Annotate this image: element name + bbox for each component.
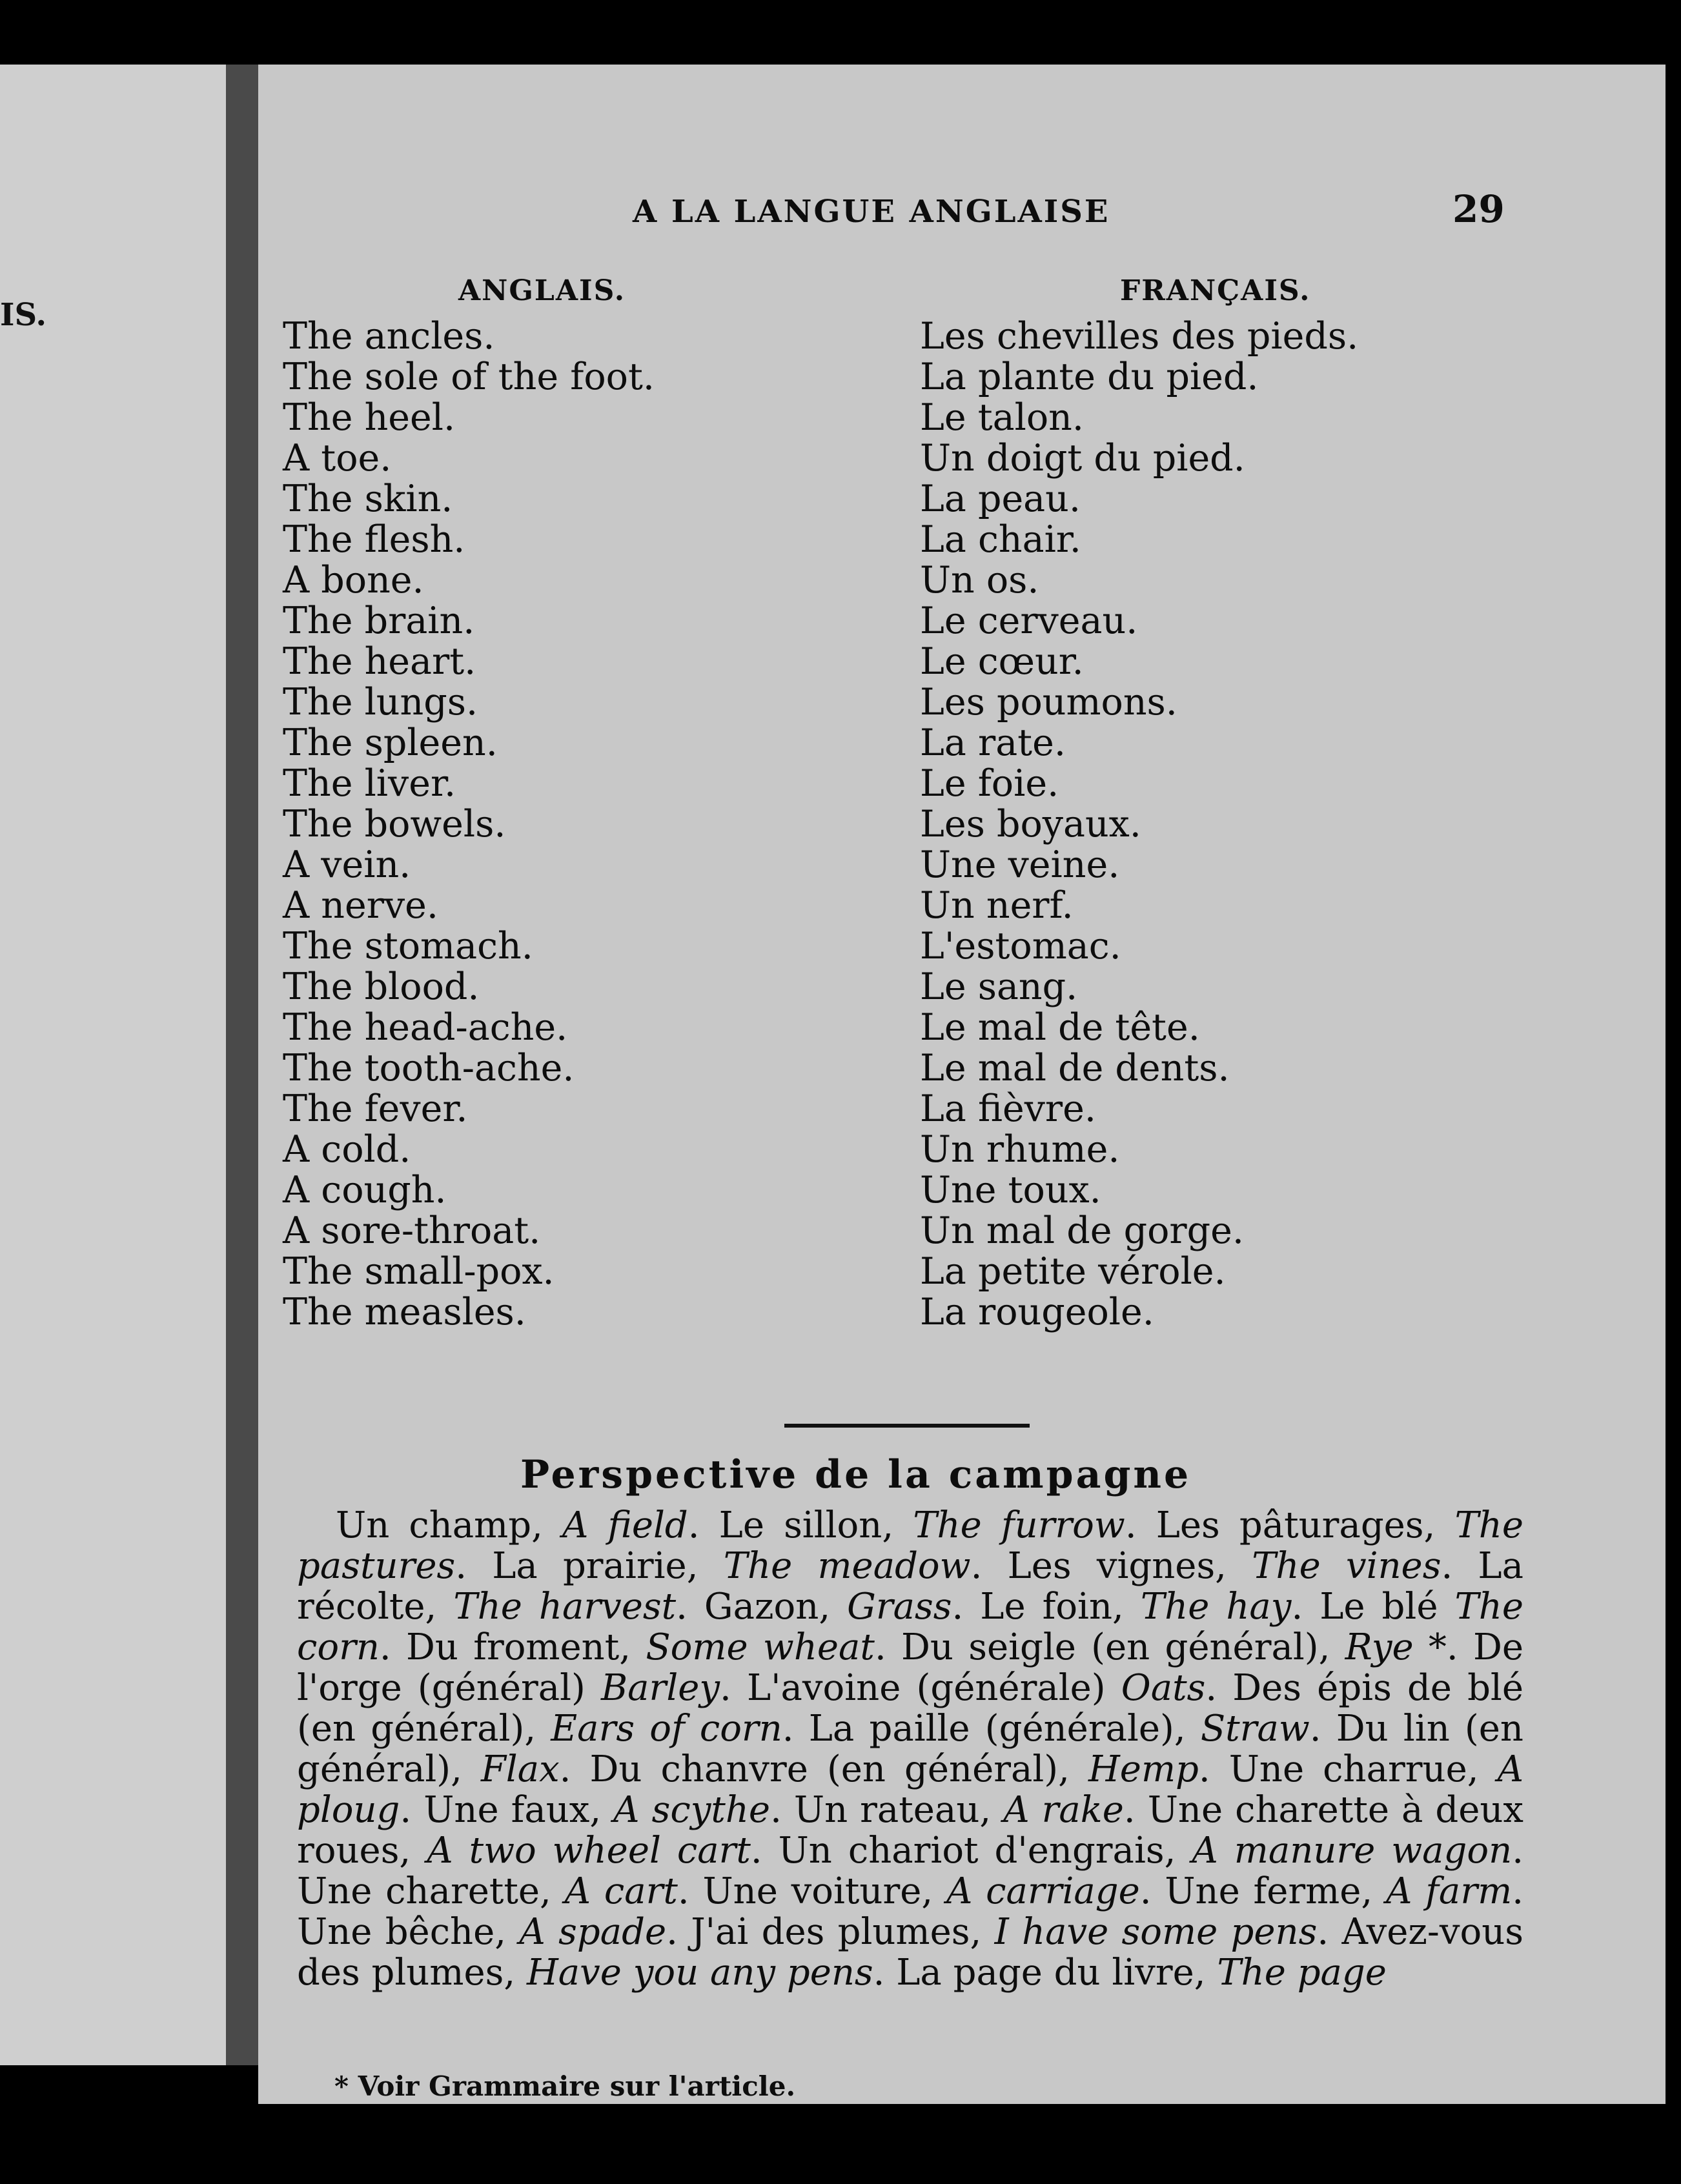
english-column-header: ANGLAIS. (458, 274, 626, 307)
english-gloss: Barley (601, 1667, 720, 1709)
french-term: Le sang. (920, 966, 1078, 1008)
french-term: Un rhume. (920, 1128, 1120, 1171)
french-text: . Le sillon, (688, 1504, 913, 1546)
english-term: The heel. (283, 396, 456, 439)
english-gloss: A two wheel cart (427, 1830, 751, 1872)
english-gloss: Oats (1121, 1667, 1206, 1709)
english-term: The sole of the foot. (283, 356, 655, 398)
french-column-header: FRANÇAIS. (1120, 274, 1311, 307)
english-term: The stomach. (283, 925, 533, 967)
english-term: A cough. (283, 1169, 447, 1211)
french-term: La peau. (920, 478, 1081, 520)
running-title: A LA LANGUE ANGLAISE (633, 194, 1110, 230)
french-term: La fièvre. (920, 1087, 1097, 1130)
english-gloss: A farm (1385, 1870, 1513, 1912)
english-gloss: Hemp (1088, 1748, 1199, 1790)
english-gloss: Have you any pens (526, 1952, 873, 1994)
french-term: Le cœur. (920, 640, 1084, 683)
left-page-fragment: IS. (0, 297, 47, 333)
french-text: . Une voiture, (677, 1870, 946, 1912)
english-term: The small-pox. (283, 1250, 555, 1293)
english-gloss: A field (562, 1504, 688, 1546)
french-term: Une veine. (920, 844, 1120, 886)
french-text: . Du froment, (379, 1626, 646, 1668)
footnote: * Voir Grammaire sur l'article. (334, 2070, 796, 2102)
french-text: . Le blé (1291, 1586, 1455, 1628)
french-term-list (920, 316, 1630, 1333)
english-term: The bowels. (283, 803, 506, 845)
french-text: . Des épis de blé (en général), (297, 1667, 1523, 1750)
english-term: A toe. (283, 437, 392, 480)
french-text: . Une ferme, (1139, 1870, 1386, 1912)
english-term: The tooth-ache. (283, 1047, 575, 1089)
english-gloss: I have some pens (994, 1911, 1318, 1953)
section-paragraph (297, 1505, 1523, 1993)
french-text: . La prairie, (455, 1545, 724, 1587)
french-term: Les chevilles des pieds. (920, 315, 1359, 358)
french-term: Le mal de tête. (920, 1006, 1200, 1049)
english-term: The measles. (283, 1291, 526, 1333)
english-gloss: Straw (1200, 1708, 1310, 1750)
english-term: A cold. (283, 1128, 411, 1171)
english-gloss: Ears of corn (551, 1708, 782, 1750)
english-gloss: The page (1217, 1952, 1387, 1994)
english-term: The flesh. (283, 518, 465, 561)
english-term: The ancles. (283, 315, 495, 358)
english-gloss: A rake (1003, 1789, 1124, 1831)
english-term: The liver. (283, 762, 456, 805)
english-term: A vein. (283, 844, 411, 886)
french-text: . Une faux, (400, 1789, 614, 1831)
french-text: . Du seigle (en général), (874, 1626, 1345, 1668)
french-term: Un nerf. (920, 884, 1074, 927)
english-gloss: The vines (1252, 1545, 1442, 1587)
french-term: Le mal de dents. (920, 1047, 1230, 1089)
english-term: The heart. (283, 640, 476, 683)
french-text: . Les vignes, (970, 1545, 1252, 1587)
english-gloss: Some wheat (646, 1626, 875, 1668)
english-term: A nerve. (283, 884, 439, 927)
left-page (0, 65, 226, 2065)
english-gloss: The hay (1140, 1586, 1292, 1628)
french-term: Les poumons. (920, 681, 1177, 723)
english-term: The fever. (283, 1087, 468, 1130)
french-text: Un champ, (336, 1504, 562, 1546)
french-text: . Gazon, (676, 1586, 848, 1628)
french-term: Le foie. (920, 762, 1059, 805)
french-text: . Le foin, (952, 1586, 1141, 1628)
book-gutter (226, 65, 258, 2065)
french-text: . J'ai des plumes, (666, 1911, 995, 1953)
french-text: . Une charrue, (1198, 1748, 1498, 1790)
english-gloss: A carriage (946, 1870, 1140, 1912)
english-gloss: A spade (519, 1911, 667, 1953)
english-gloss: The harvest (453, 1586, 677, 1628)
english-gloss: Flax (480, 1748, 560, 1790)
french-term: Un os. (920, 559, 1039, 602)
french-text: . Un chariot d'engrais, (750, 1830, 1192, 1872)
french-term: L'estomac. (920, 925, 1121, 967)
french-text: . Une charette, (297, 1830, 1523, 1912)
page-number: 29 (1452, 187, 1505, 231)
english-gloss: A manure wagon (1192, 1830, 1513, 1872)
french-text: *. De l'orge (général) (297, 1626, 1524, 1709)
french-term: Le talon. (920, 396, 1084, 439)
french-text: . Les pâturages, (1125, 1504, 1455, 1546)
french-text: . L'avoine (générale) (720, 1667, 1121, 1709)
french-text: . Un rateau, (770, 1789, 1004, 1831)
english-gloss: Rye (1345, 1626, 1414, 1668)
french-text: . La paille (générale), (782, 1708, 1201, 1750)
french-text: . La page du livre, (873, 1952, 1217, 1994)
french-term: Les boyaux. (920, 803, 1141, 845)
french-term: La chair. (920, 518, 1081, 561)
book-page (258, 65, 1666, 2104)
french-text: . Du lin (en général), (297, 1708, 1523, 1790)
french-text: . Avez-vous des plumes, (297, 1911, 1523, 1994)
english-term: The head-ache. (283, 1006, 568, 1049)
section-title: Perspective de la campagne (520, 1452, 1192, 1497)
english-term: A bone. (283, 559, 424, 602)
english-gloss: The corn (297, 1586, 1524, 1668)
english-term-list (283, 316, 864, 1333)
english-gloss: A scythe (613, 1789, 771, 1831)
english-gloss: The meadow (723, 1545, 971, 1587)
english-term: The lungs. (283, 681, 478, 723)
english-term: The spleen. (283, 722, 498, 764)
french-term: La plante du pied. (920, 356, 1259, 398)
french-text: . La récolte, (297, 1545, 1524, 1628)
english-term: A sore-throat. (283, 1209, 541, 1252)
english-term: The brain. (283, 600, 475, 642)
english-term: The blood. (283, 966, 480, 1008)
english-gloss: The furrow (913, 1504, 1125, 1546)
french-text: . Une bêche, (297, 1870, 1523, 1953)
french-text: . Du chanvre (en général), (559, 1748, 1088, 1790)
section-divider (784, 1424, 1030, 1428)
french-term: Un mal de gorge. (920, 1209, 1244, 1252)
french-term: La rougeole. (920, 1291, 1154, 1333)
english-term: The skin. (283, 478, 453, 520)
french-term: Un doigt du pied. (920, 437, 1245, 480)
english-gloss: Grass (847, 1586, 952, 1628)
english-gloss: The pastures (297, 1504, 1523, 1587)
french-term: La rate. (920, 722, 1066, 764)
french-term: Une toux. (920, 1169, 1101, 1211)
english-gloss: A ploug (297, 1748, 1524, 1831)
english-gloss: A cart (564, 1870, 678, 1912)
french-term: La petite vérole. (920, 1250, 1226, 1293)
french-text: . Une charette à deux roues, (297, 1789, 1523, 1872)
french-term: Le cerveau. (920, 600, 1138, 642)
